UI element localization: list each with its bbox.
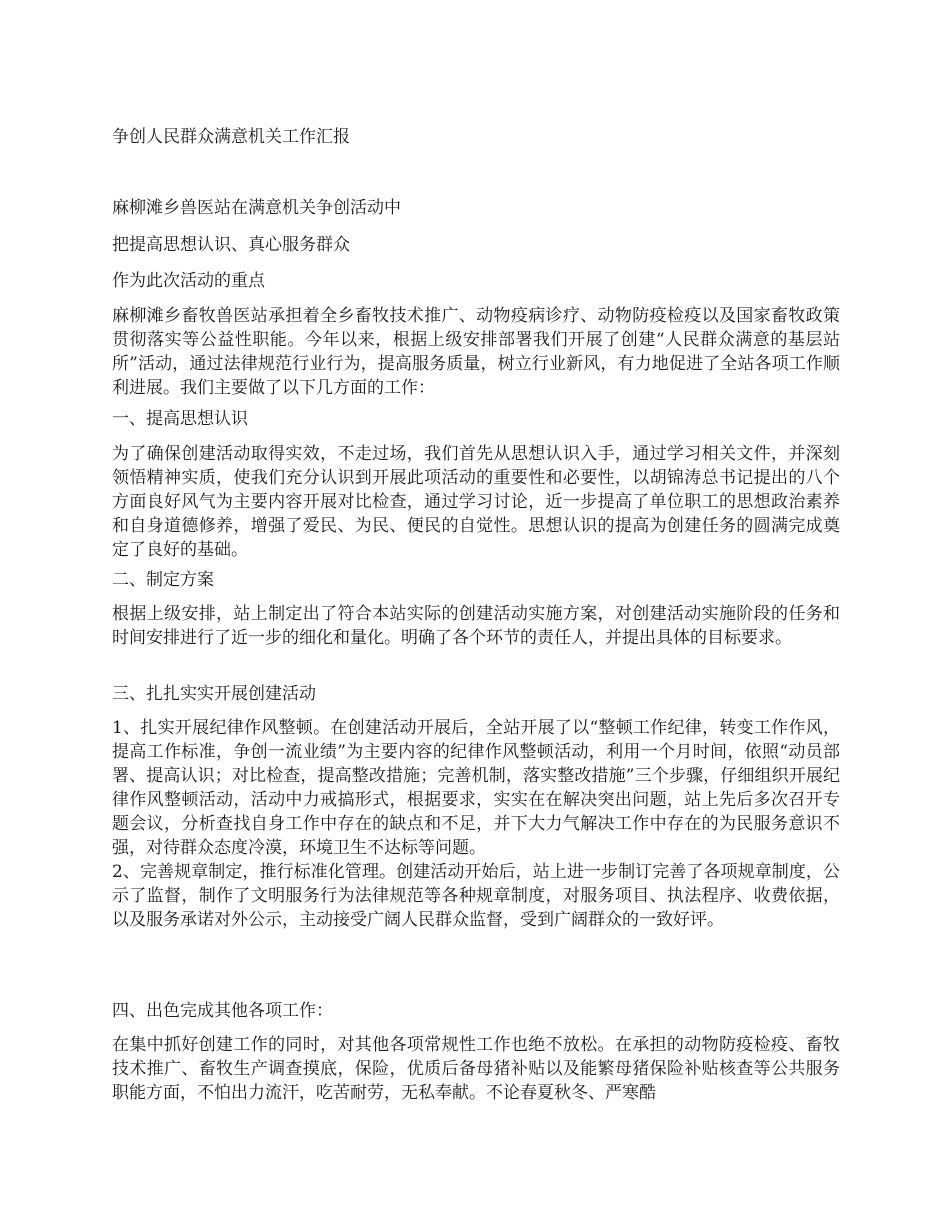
section-4-paragraph: 在集中抓好创建工作的同时，对其他各项常规性工作也绝不放松。在承担的动物防疫检疫、畜牧技术推广、畜牧生产调查摸底，保险，优质后备母猪补贴以及能繁母猪保险补贴核查等公共服务职能方面，不怕出力流汗，吃苦耐劳，无私奉献。不论春夏秋冬、严寒酷 [112,1035,840,1103]
document-title: 争创人民群众满意机关工作汇报 [112,127,350,147]
section-3-item-1: 1、扎实开展纪律作风整顿。在创建活动开展后，全站开展了以“整顿工作纪律，转变工作作风，提高工作标准，争创一流业绩”为主要内容的纪律作风整顿活动，利用一个月时间，依照“动员部署、提高认识；对比检查，提高整改措施；完善机制，落实整改措施”三个步骤，仔细组织开展纪律作风整顿活动，活动中力戒搞形式，根据要求，实实在在解决突出问题，站上先后多次召开专题会议，分析查找自身工作中存在的缺点和不足，并下大力气解决工作中存在的为民服务意识不强，对待群众态度冷漠，环境卫生不达标等问题。 [112,718,840,858]
subtitle-line-2: 把提高思想认识、真心服务群众 [112,235,350,255]
section-2-heading: 二、制定方案 [112,570,214,590]
subtitle-line-3: 作为此次活动的重点 [112,271,265,291]
section-1-paragraph: 为了确保创建活动取得实效，不走过场，我们首先从思想认识入手，通过学习相关文件，并深刻领悟精神实质，使我们充分认识到开展此项活动的重要性和必要性，以胡锦涛总书记提出的八个方面良好风气为主要内容开展对比检查，通过学习讨论，近一步提高了单位职工的思想政治素养和自身道德修养，增强了爱民、为民、便民的自觉性。思想认识的提高为创建任务的圆满完成奠定了良好的基础。 [112,444,840,560]
subtitle-line-1: 麻柳滩乡兽医站在满意机关争创活动中 [112,198,401,218]
section-4-heading: 四、出色完成其他各项工作： [112,1001,333,1021]
intro-paragraph: 麻柳滩乡畜牧兽医站承担着全乡畜牧技术推广、动物疫病诊疗、动物防疫检疫以及国家畜牧政策贯彻落实等公益性职能。今年以来，根据上级安排部署我们开展了创建“人民群众满意的基层站所”活动，通过法律规范行业行为，提高服务质量，树立行业新风，有力地促进了全站各项工作顺利进展。我们主要做了以下几方面的工作： [112,306,840,398]
section-1-heading: 一、提高思想认识 [112,409,248,429]
section-3-item-2: 2、完善规章制定，推行标准化管理。创建活动开始后，站上进一步制订完善了各项规章制度，公示了监督，制作了文明服务行为法律规范等各种规章制度，对服务项目、执法程序、收费依据，以及服务承诺对外公示，主动接受广阔人民群众监督，受到广阔群众的一致好评。 [112,862,840,930]
section-3-heading: 三、扎扎实实开展创建活动 [112,684,316,704]
section-2-paragraph: 根据上级安排，站上制定出了符合本站实际的创建活动实施方案，对创建活动实施阶段的任务和时间安排进行了近一步的细化和量化。明确了各个环节的责任人，并提出具体的目标要求。 [112,604,840,648]
